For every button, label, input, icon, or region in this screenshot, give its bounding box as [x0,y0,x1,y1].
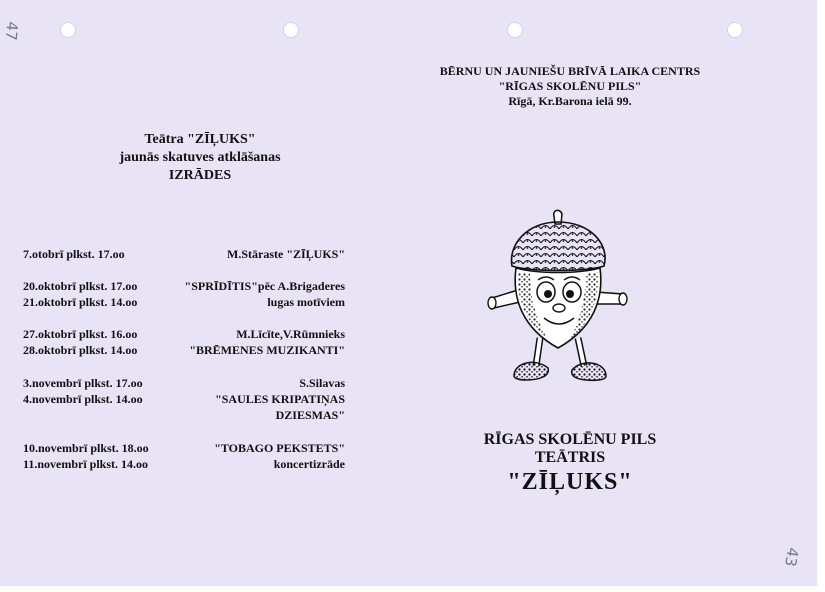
organization-address: Rīgā, Kr.Barona ielā 99. [508,94,632,108]
schedule-title: "BRĒMENES MUZIKANTI" [189,343,345,357]
heading-theatre: Teātra "ZĪĻUKS" [144,132,256,147]
schedule-title: "TOBAGO PEKSTETS" [214,441,345,455]
punch-hole [727,22,743,38]
schedule-date: 27.oktobrī plkst. 16.oo [23,327,138,341]
schedule-date: 7.otobrī plkst. 17.oo [23,247,125,261]
heading-subtitle: jaunās skatuves atklāšanas [119,150,281,165]
archive-number-top: 47 [1,20,22,42]
schedule-title: koncertizrāde [273,457,345,471]
schedule-title: lugas motīviem [267,295,345,309]
theatre-label: TEĀTRIS [534,449,606,466]
schedule-date: 10.novembrī plkst. 18.oo [23,441,149,455]
schedule-date: 11.novembrī plkst. 14.oo [23,457,149,471]
punch-hole [60,22,76,38]
schedule-title: S.Silavas [299,376,345,390]
program-heading [90,131,310,185]
schedule-date: 20.oktobrī plkst. 17.oo [23,279,138,293]
organization-header [420,64,720,109]
archive-number-bottom: 43 [781,546,803,568]
theatre-title-block [420,431,720,497]
schedule-date: 28.oktobrī plkst. 14.oo [23,343,138,357]
schedule-date: 3.novembrī plkst. 17.oo [23,376,143,390]
organization-name: BĒRNU UN JAUNIEŠU BRĪVĀ LAIKA CENTRS [439,64,701,78]
punch-hole [507,22,523,38]
theatre-school-name: RĪGAS SKOLĒNU PILS [483,431,657,448]
heading-performances: IZRĀDES [168,168,232,183]
acorn-mascot-illustration [478,208,638,388]
schedule-title: "SAULES KRIPATIŅAS [215,392,345,406]
theatre-name: "ZĪĻUKS" [507,469,633,495]
punch-hole [283,22,299,38]
schedule-title: M.Stāraste "ZĪĻUKS" [227,247,345,261]
schedule-title: M.Līcīte,V.Rūmnieks [236,327,345,341]
schedule-title: "SPRĪDĪTIS"pēc A.Brigaderes [184,279,345,293]
schedule-title: DZIESMAS" [275,408,345,422]
schedule-date: 4.novembrī plkst. 14.oo [23,392,143,406]
schedule-date: 21.oktobrī plkst. 14.oo [23,295,138,309]
organization-subname: "RĪGAS SKOLĒNU PILS" [498,79,642,93]
